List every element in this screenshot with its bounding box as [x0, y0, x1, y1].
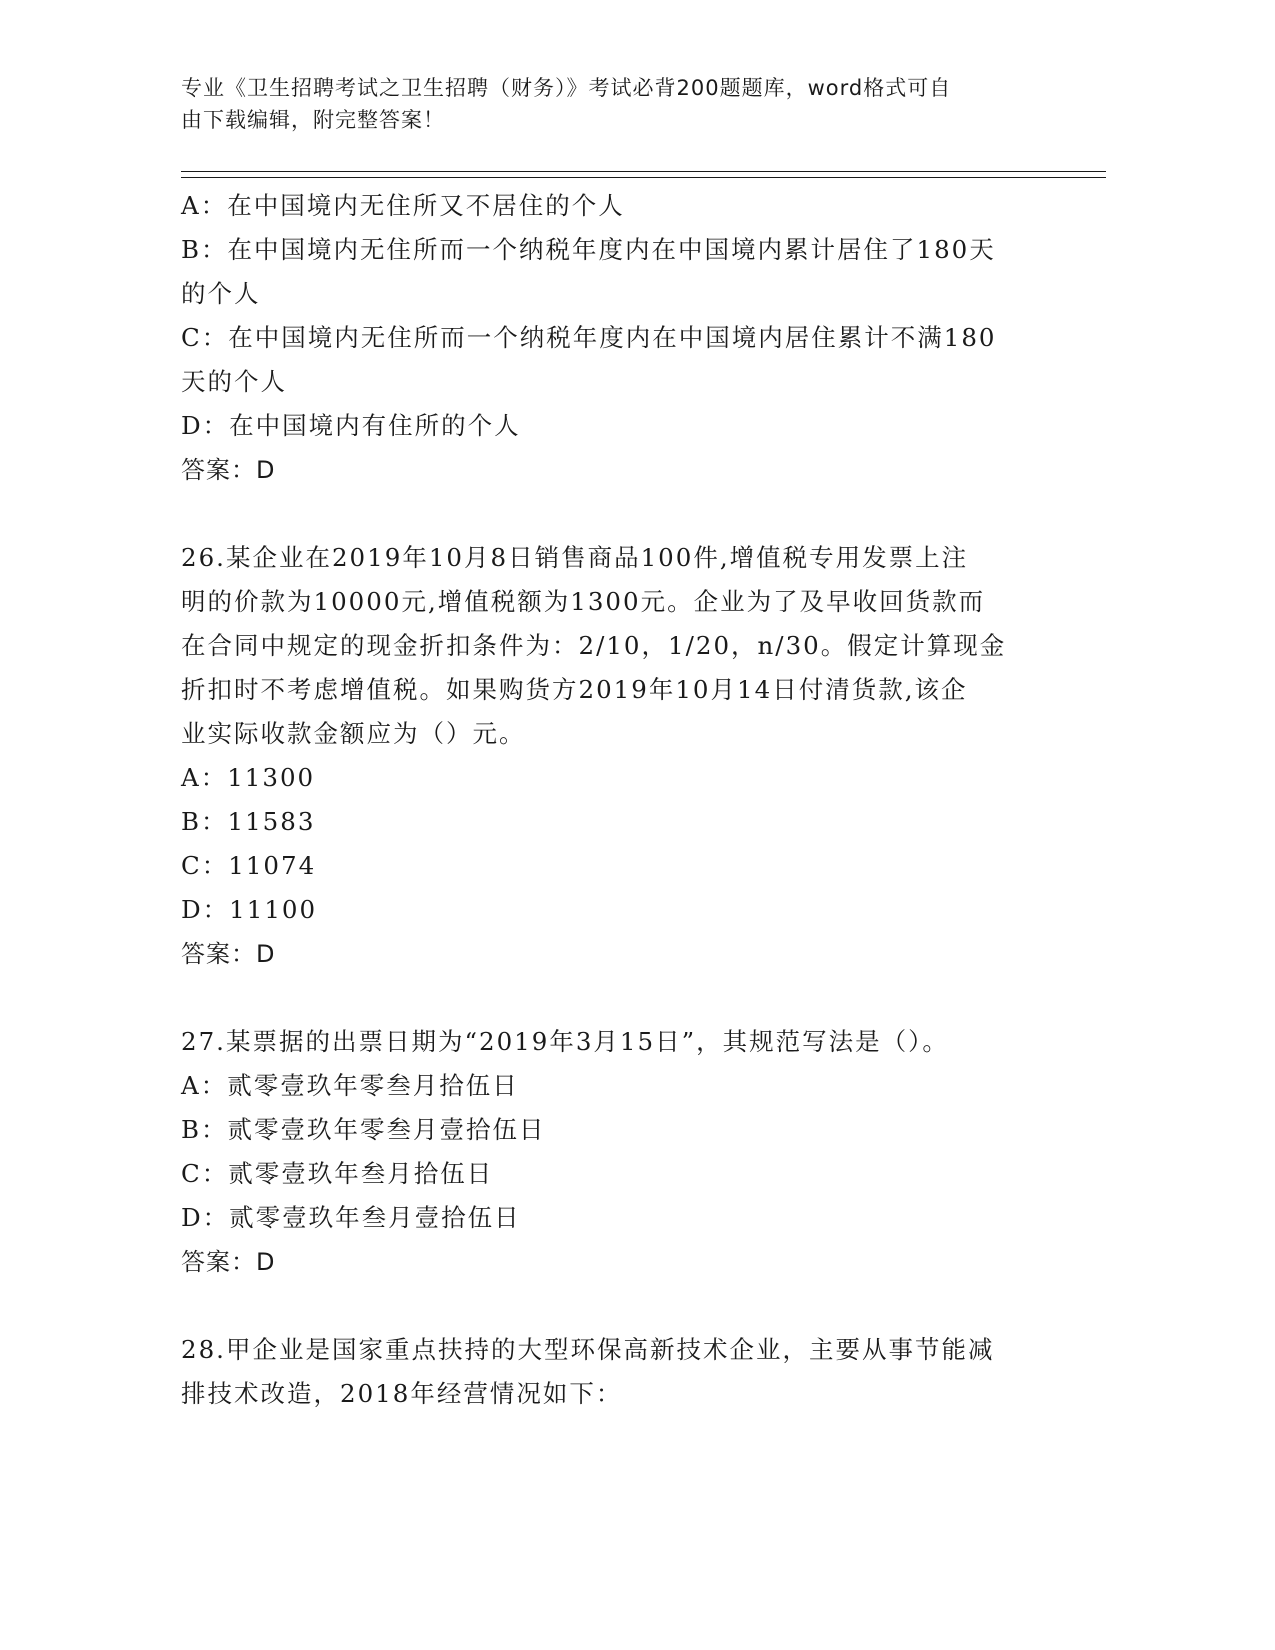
header-divider-bottom — [181, 177, 1106, 178]
option-b-continued: 的个人 — [181, 279, 261, 308]
option-c: C：贰零壹玖年叁月拾伍日 — [181, 1159, 494, 1188]
document-header — [181, 72, 1061, 136]
option-a: A：在中国境内无住所又不居住的个人 — [181, 191, 625, 220]
spacer — [181, 976, 1041, 1020]
option-b: B：11583 — [181, 807, 316, 836]
answer: 答案：D — [181, 456, 276, 484]
question-stem-continued: 折扣时不考虑增值税。如果购货方2019年10月14日付清货款,该企 — [181, 675, 968, 704]
header-line-1: 专业《卫生招聘考试之卫生招聘（财务）》考试必背200题题库，word格式可自 — [181, 76, 952, 100]
option-c-continued: 天的个人 — [181, 367, 287, 396]
question-stem: 27.某票据的出票日期为“2019年3月15日”，其规范写法是（）。 — [181, 1027, 949, 1056]
question-27-block — [181, 1020, 1041, 1284]
question-stem: 26.某企业在2019年10月8日销售商品100件,增值税专用发票上注 — [181, 543, 969, 572]
answer: 答案：D — [181, 940, 276, 968]
option-d: D：在中国境内有住所的个人 — [181, 411, 521, 440]
spacer — [181, 1284, 1041, 1328]
question-stem-continued: 排技术改造，2018年经营情况如下： — [181, 1379, 623, 1408]
question-stem-continued: 业实际收款金额应为（）元。 — [181, 719, 526, 748]
option-c: C：11074 — [181, 851, 317, 880]
option-a: A：贰零壹玖年零叁月拾伍日 — [181, 1071, 519, 1100]
option-b: B：在中国境内无住所而一个纳税年度内在中国境内累计居住了180天 — [181, 235, 996, 264]
option-d: D：贰零壹玖年叁月壹拾伍日 — [181, 1203, 521, 1232]
spacer — [181, 492, 1041, 536]
question-26-block — [181, 536, 1041, 976]
answer: 答案：D — [181, 1248, 276, 1276]
option-d: D：11100 — [181, 895, 318, 924]
option-c: C：在中国境内无住所而一个纳税年度内在中国境内居住累计不满180 — [181, 323, 997, 352]
question-stem-continued: 明的价款为10000元,增值税额为1300元。企业为了及早收回货款而 — [181, 587, 986, 616]
question-stem-continued: 在合同中规定的现金折扣条件为：2/10，1/20，n/30。假定计算现金 — [181, 631, 1007, 660]
header-line-2: 由下载编辑，附完整答案！ — [181, 108, 445, 132]
document-body — [181, 184, 1041, 1416]
question-25-block — [181, 184, 1041, 492]
header-divider-top — [181, 171, 1106, 172]
question-stem: 28.甲企业是国家重点扶持的大型环保高新技术企业，主要从事节能减 — [181, 1335, 995, 1364]
option-b: B：贰零壹玖年零叁月壹拾伍日 — [181, 1115, 546, 1144]
question-28-block — [181, 1328, 1041, 1416]
option-a: A：11300 — [181, 763, 316, 792]
